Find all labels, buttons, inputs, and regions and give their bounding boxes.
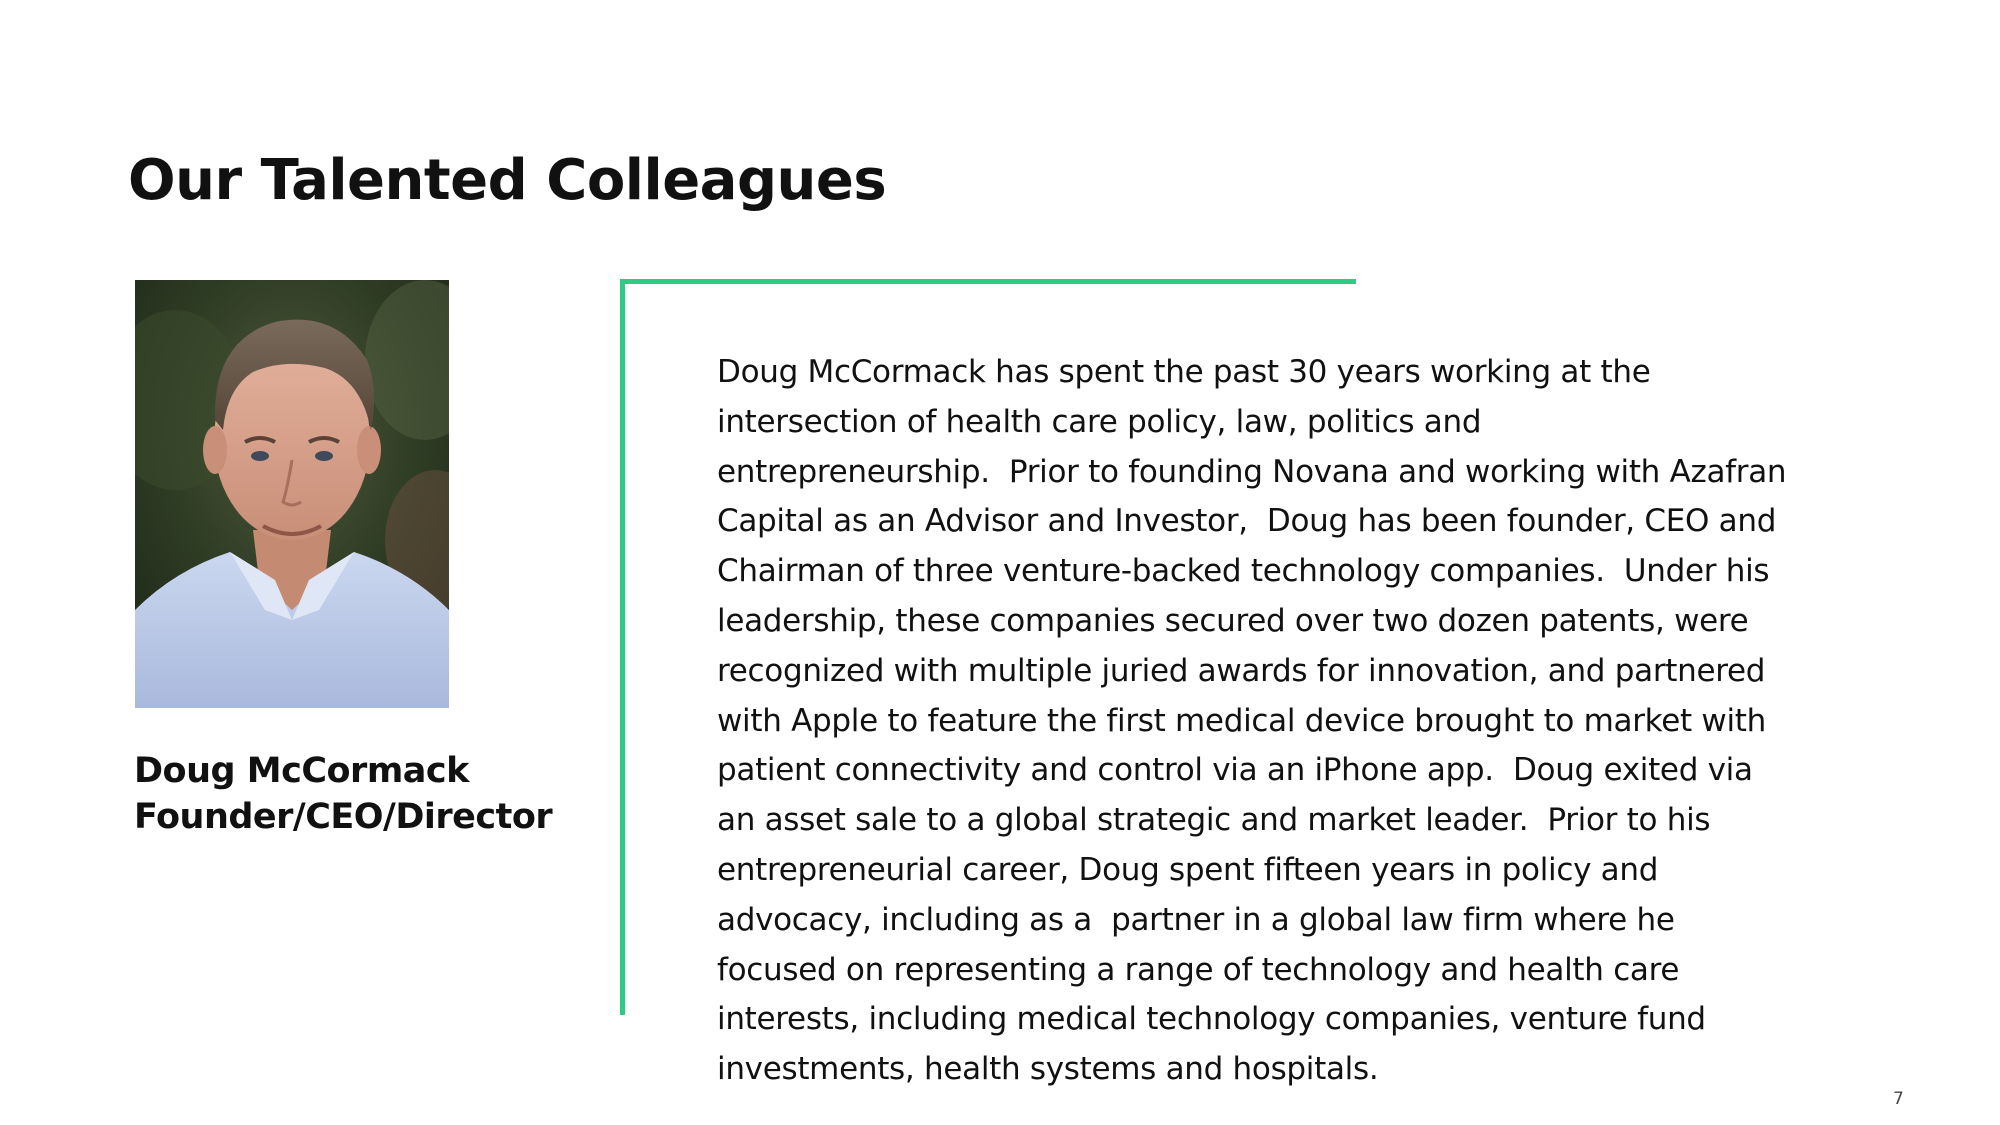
accent-line-horizontal: [620, 279, 1356, 284]
bio-line: advocacy, including as a partner in a global law firm where he: [717, 901, 1675, 938]
bio-line: Chairman of three venture-backed technology companies. Under his: [717, 553, 1770, 590]
bio-line: investments, health systems and hospitals.: [717, 1051, 1379, 1088]
accent-line-vertical: [620, 279, 625, 1015]
slide-title: Our Talented Colleagues: [128, 148, 887, 213]
bio-line: focused on representing a range of technology and health care: [717, 951, 1680, 988]
bio-line: entrepreneurial career, Doug spent fifteen years in policy and: [717, 851, 1659, 888]
person-name: Doug McCormack: [134, 751, 469, 791]
bio-line: an asset sale to a global strategic and market leader. Prior to his: [717, 802, 1711, 839]
person-caption: [134, 748, 594, 840]
bio-line: recognized with multiple juried awards for innovation, and partnered: [717, 652, 1766, 689]
bio-line: interests, including medical technology companies, venture fund: [717, 1001, 1706, 1038]
person-role: Founder/CEO/Director: [134, 797, 553, 837]
bio-line: Capital as an Advisor and Investor, Doug has been founder, CEO and: [717, 503, 1777, 540]
bio-line: intersection of health care policy, law, politics and: [717, 403, 1482, 440]
page-number: 7: [1893, 1089, 1904, 1109]
portrait-illustration: [135, 280, 449, 708]
bio-text: [717, 348, 1887, 1095]
bio-line: entrepreneurship. Prior to founding Novana and working with Azafran: [717, 453, 1787, 490]
portrait-photo: [135, 280, 449, 708]
bio-line: with Apple to feature the first medical device brought to market with: [717, 702, 1766, 739]
bio-line: Doug McCormack has spent the past 30 years working at the: [717, 354, 1651, 390]
bio-line: patient connectivity and control via an iPhone app. Doug exited via: [717, 752, 1753, 789]
bio-line: leadership, these companies secured over two dozen patents, were: [717, 602, 1749, 639]
